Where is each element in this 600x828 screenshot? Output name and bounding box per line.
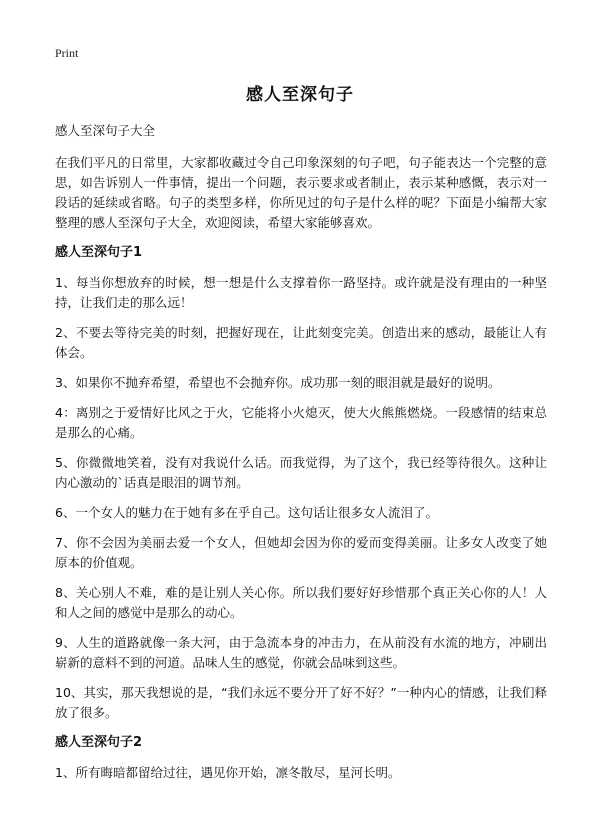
- list-item: 7、你不会因为美丽去爱一个女人，但她却会因为你的爱而变得美丽。让多女人改变了她原本的价值观。: [55, 535, 547, 570]
- article-subtitle: 感人至深句子大全: [55, 123, 156, 138]
- list-item: 5、你微微地笑着，没有对我说什么话。而我觉得，为了这个，我已经等待很久。这种让内心激动的`话真是眼泪的调节剂。: [55, 455, 547, 490]
- list-item: 6、一个女人的魅力在于她有多在乎自己。这句话让很多女人流泪了。: [55, 505, 438, 520]
- list-item: 2、不要去等待完美的时刻，把握好现在，让此刻变完美。创造出来的感动，最能让人有体会。: [55, 325, 547, 360]
- section-2: [55, 733, 547, 783]
- article-body: [55, 121, 547, 793]
- print-link[interactable]: Print: [55, 46, 79, 60]
- list-item: 8、关心别人不难，难的是让别人关心你。所以我们要好好珍惜那个真正关心你的人！人和人之间的感觉中是那么的动心。: [55, 585, 547, 620]
- intro-paragraph: 在我们平凡的日常里，大家都收藏过令自己印象深刻的句子吧，句子能表达一个完整的意思，如告诉别人一件事情，提出一个问题，表示要求或者制止，表示某种感慨，表示对一段话的延续或省略。句子的类型多样，你所见过的句子是什么样的呢？下面是小编帮大家整理的感人至深句子大全，欢迎阅读，希望大家能够喜欢。: [55, 155, 547, 230]
- section-heading: 感人至深句子2: [55, 735, 143, 750]
- list-item: 10、其实，那天我想说的是，“我们永远不要分开了好不好？”一种内心的情感，让我们释放了很多。: [55, 685, 547, 720]
- list-item: 1、所有晦暗都留给过往，遇见你开始，凛冬散尽，星河长明。: [55, 765, 401, 780]
- list-item: 3、如果你不抛弃希望，希望也不会抛弃你。成功那一刻的眼泪就是最好的说明。: [55, 375, 501, 390]
- section-1: [55, 243, 547, 723]
- list-item: 1、每当你想放弃的时候，想一想是什么支撑着你一路坚持。或许就是没有理由的一种坚持，让我们走的那么远！: [55, 275, 547, 310]
- page-title: 感人至深句子: [246, 85, 354, 105]
- list-item: 4：离别之于爱情好比风之于火，它能将小火熄灭，使大火熊熊燃烧。一段感情的结束总是那么的心痛。: [55, 405, 547, 440]
- section-heading: 感人至深句子1: [55, 245, 143, 260]
- list-item: 9、人生的道路就像一条大河，由于急流本身的冲击力，在从前没有水流的地方，冲刷出崭新的意料不到的河道。品味人生的感觉，你就会品味到这些。: [55, 635, 547, 670]
